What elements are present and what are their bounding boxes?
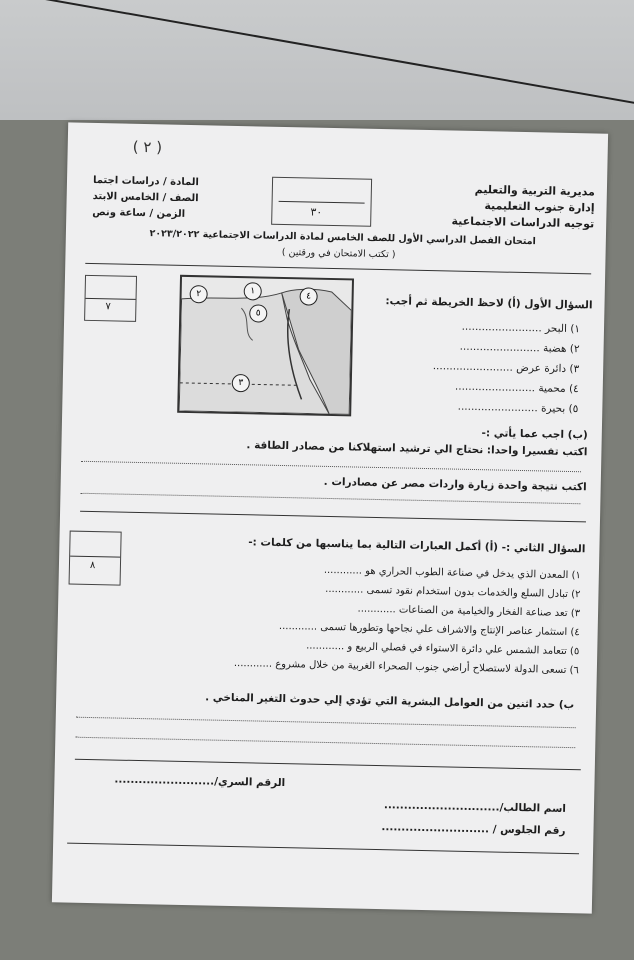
header-separator — [85, 263, 591, 275]
exam-paper — [52, 122, 608, 913]
q2-title: السؤال الثاني :- (أ) أكمل العبارات التالية بما يناسبها من كلمات :- — [248, 536, 586, 556]
map-label-5: ٥ — [249, 304, 267, 322]
footer-separator — [67, 843, 579, 855]
map-label-4: ٤ — [299, 287, 317, 305]
q2-item-6: ٦) تسعى الدولة لاستصلاح أراضي جنوب الصحراء الغربية من خلال مشروع ............ — [233, 658, 579, 677]
q1-b1-answer-line — [81, 461, 581, 472]
map-label-2: ٢ — [189, 285, 207, 303]
q1-b2-question: اكتب نتيجة واحدة زيارة واردات مصر عن مصادرات . — [323, 475, 587, 494]
q2-score: ٨ — [89, 559, 96, 572]
q1-score-divider — [86, 298, 136, 300]
map-label-3: ٣ — [232, 374, 250, 392]
exam-title: امتحان الفصل الدراسي الأول للصف الخامس لمادة الدراسات الاجتماعية ٢٠٢٣/٢٠٢٢ — [149, 228, 536, 248]
q2-part-b-question: ب) حدد اثنين من العوامل البشرية التي تؤدي إلي حدوث التغير المناخي . — [205, 691, 575, 712]
score-divider — [279, 201, 365, 204]
q1-item-reserve: ٤) محمية ........................ — [454, 380, 579, 396]
q2-item-1: ١) المعدن الذي يدخل في صناعة الطوب الحراري هو ............ — [323, 564, 581, 582]
q1-title: السؤال الأول (أ) لاحظ الخريطة ثم أجب: — [385, 295, 593, 312]
header-administration: إدارة جنوب التعليمية — [484, 199, 595, 215]
q1-score-box — [84, 275, 137, 322]
q1-score: ٧ — [105, 301, 111, 313]
header-grade: الصف / الخامس الابتد — [92, 190, 199, 205]
exam-note: ( تكتب الامتحان في ورقتين ) — [281, 246, 396, 261]
header-guidance: توجيه الدراسات الاجتماعية — [451, 214, 595, 231]
q2-score-divider — [70, 556, 120, 558]
q1-b2-answer-line — [80, 493, 580, 504]
background-sheet — [0, 0, 634, 130]
q2-b-answer-line-2 — [75, 737, 575, 748]
q1-item-latitude: ٣) دائرة عرض ........................ — [432, 360, 580, 376]
student-name-field: اسم الطالب/............................. — [383, 799, 567, 816]
q1-item-sea: ١) البحر ........................ — [461, 320, 581, 336]
map-label-1: ١ — [244, 282, 262, 300]
q1-part-b-title: (ب) اجب عما يأتي :- — [481, 427, 588, 442]
egypt-map — [177, 275, 354, 417]
total-score-box — [271, 177, 372, 227]
q1-item-plateau: ٢) هضبة ........................ — [459, 340, 580, 356]
q2-score-box — [69, 531, 122, 586]
q1-item-lake: ٥) بحيرة ........................ — [457, 400, 579, 416]
q2-separator — [75, 759, 581, 771]
q2-item-3: ٣) تعد صناعة الفخار والخيامية من الصناعات ............ — [357, 603, 581, 620]
header-directorate: مديرية التربية والتعليم — [474, 182, 596, 199]
q1-separator — [80, 511, 586, 523]
page-number: ( ٢ ) — [132, 137, 163, 157]
q1-b1-question: اكتب تفسيرا واحدا: نحتاج الي ترشيد استهلاكنا من مصادر الطاقة . — [246, 439, 588, 459]
secret-number-field: الرقم السري/......................... — [114, 773, 286, 790]
total-score: ٣٠ — [310, 205, 323, 219]
q2-item-5: ٥) تتعامد الشمس علي دائرة الاستواء في فصلي الربيع و ............ — [306, 640, 580, 658]
header-time: الزمن / ساعة ونص — [92, 206, 186, 220]
q2-item-4: ٤) استثمار عناصر الإنتاج والاشراف علي نجاحها وتطورها تسمى ............ — [278, 620, 580, 639]
q2-b-answer-line-1 — [76, 717, 576, 728]
header-subject: المادة / دراسات اجتما — [92, 174, 200, 189]
q2-item-2: ٢) تبادل السلع والخدمات بدون استخدام نقود تسمى ............ — [325, 583, 581, 601]
seat-number-field: رقم الجلوس / ........................... — [381, 821, 566, 837]
